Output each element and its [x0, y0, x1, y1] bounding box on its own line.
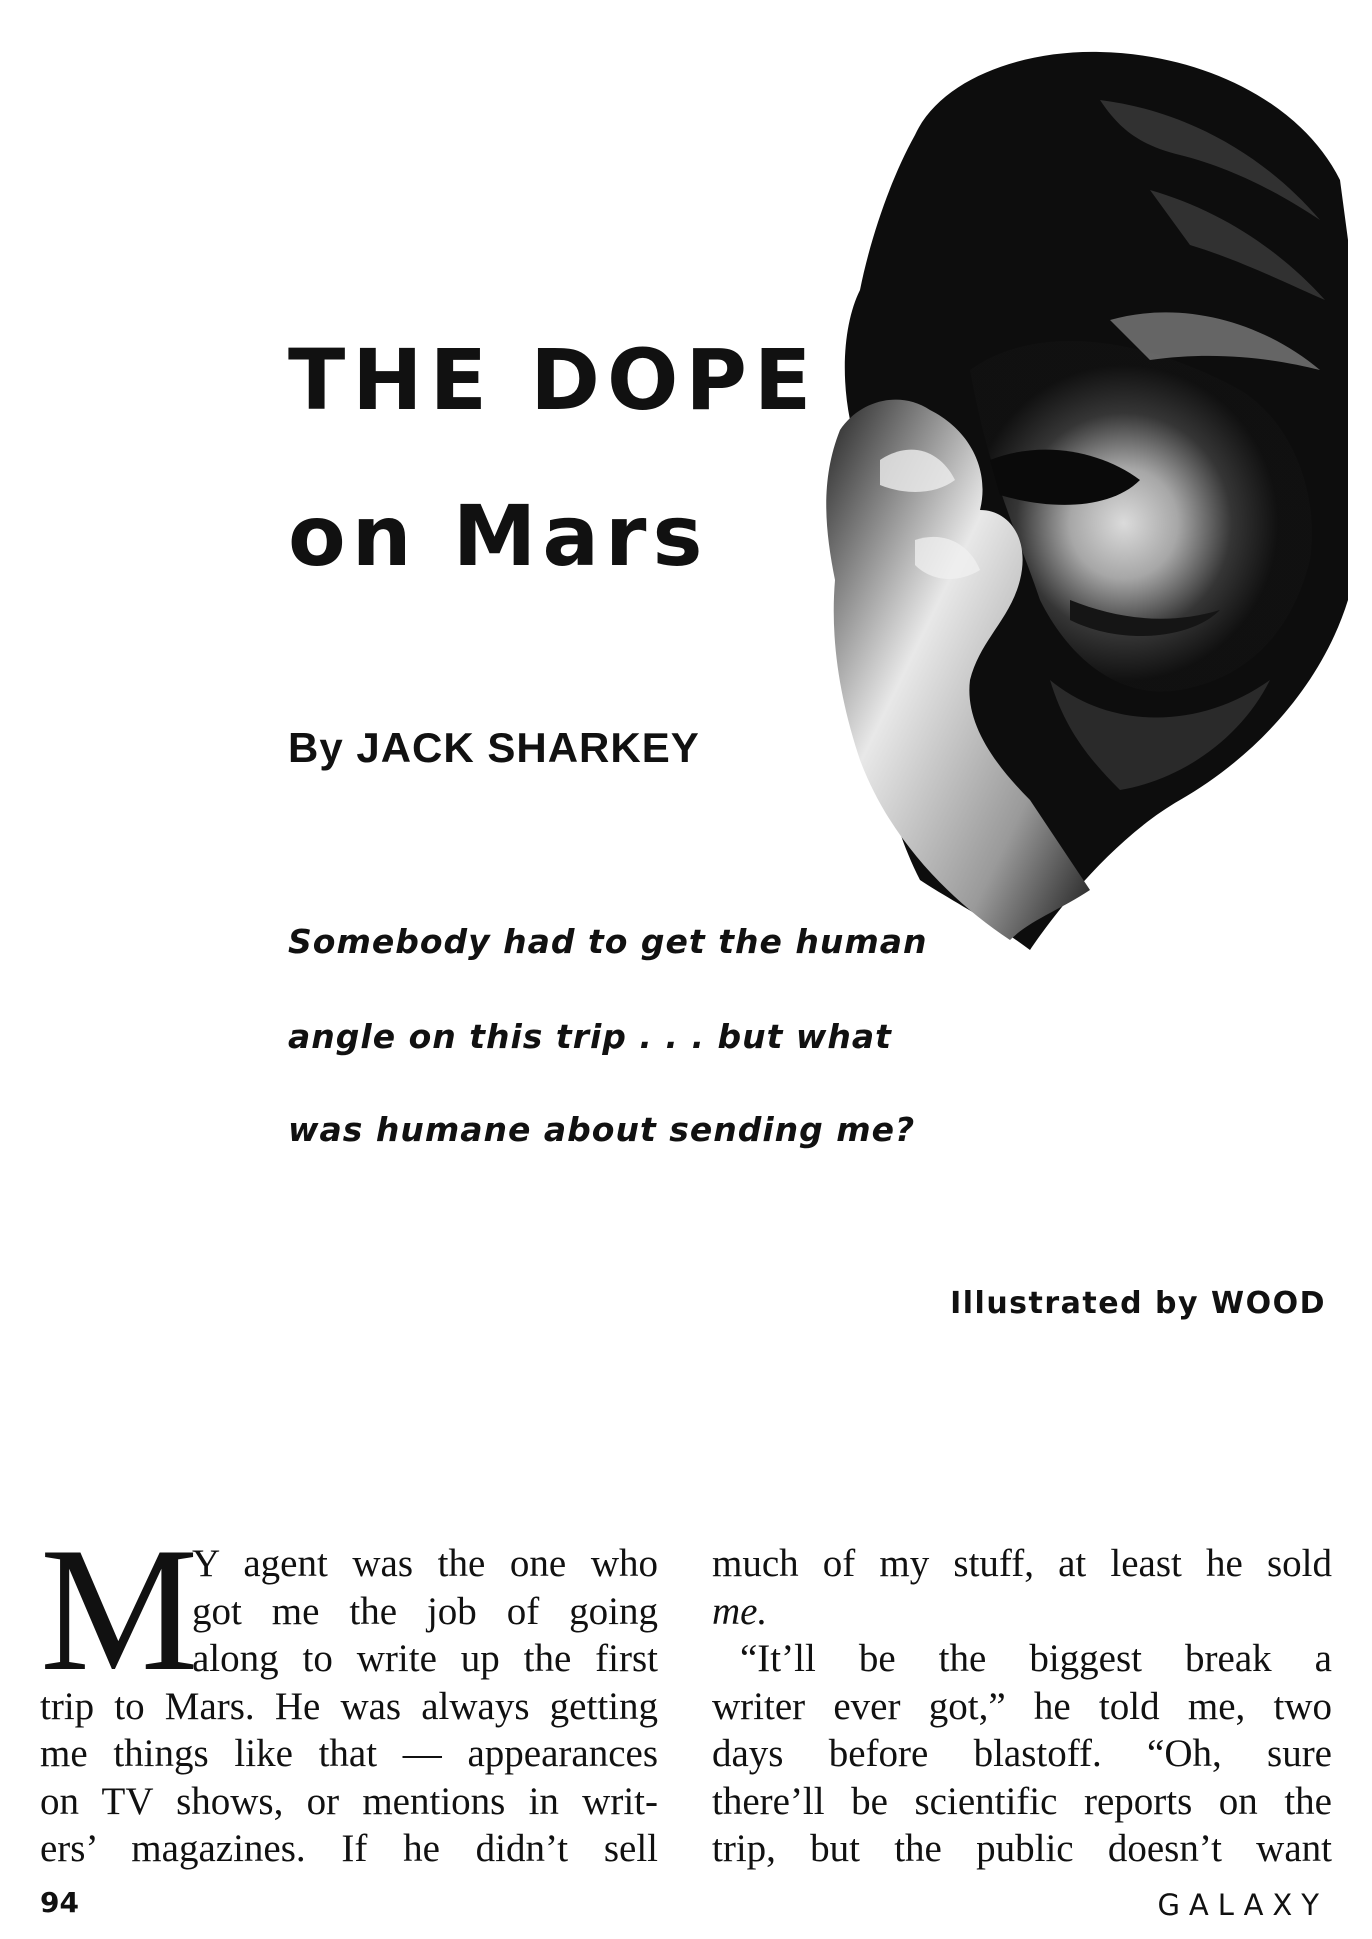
body-line: writer ever got,” he told me, two [712, 1684, 1332, 1728]
drop-cap: M [40, 1510, 199, 1708]
blurb-line-3: was humane about sending me? [288, 1110, 916, 1149]
author-byline: By JACK SHARKEY [288, 724, 700, 771]
body-line: me. [712, 1589, 768, 1633]
body-line: Y agent was the one who [192, 1542, 658, 1585]
thinking-man-portrait-icon [820, 40, 1350, 970]
body-line: ers’ magazines. If he didn’t sell [40, 1827, 658, 1870]
body-line: got me the job of going [192, 1589, 658, 1633]
body-line: along to write up the first [192, 1637, 658, 1680]
story-title-line-1: THE DOPE [288, 331, 819, 429]
body-line: me things like that — appearances [40, 1732, 658, 1775]
blurb-line-1: Somebody had to get the human [288, 922, 928, 961]
story-title-line-2: on Mars [288, 487, 709, 585]
body-column-right [712, 1540, 1332, 1873]
body-line: trip, but the public doesn’t want [712, 1827, 1332, 1870]
body-line: there’ll be scientific reports on the [712, 1779, 1332, 1823]
body-column-left [40, 1540, 658, 1873]
blurb-line-2: angle on this trip . . . but what [288, 1017, 892, 1056]
body-line: trip to Mars. He was always getting [40, 1684, 658, 1728]
illustration-credit: Illustrated by WOOD [950, 1286, 1326, 1321]
body-line: days before blastoff. “Oh, sure [712, 1732, 1332, 1775]
body-line: much of my stuff, at least he sold [712, 1542, 1332, 1585]
body-line: on TV shows, or mentions in writ- [40, 1779, 658, 1823]
body-line: “It’ll be the biggest break a [740, 1637, 1332, 1680]
magazine-name: GALAXY [1157, 1888, 1328, 1922]
page-number: 94 [40, 1886, 79, 1919]
